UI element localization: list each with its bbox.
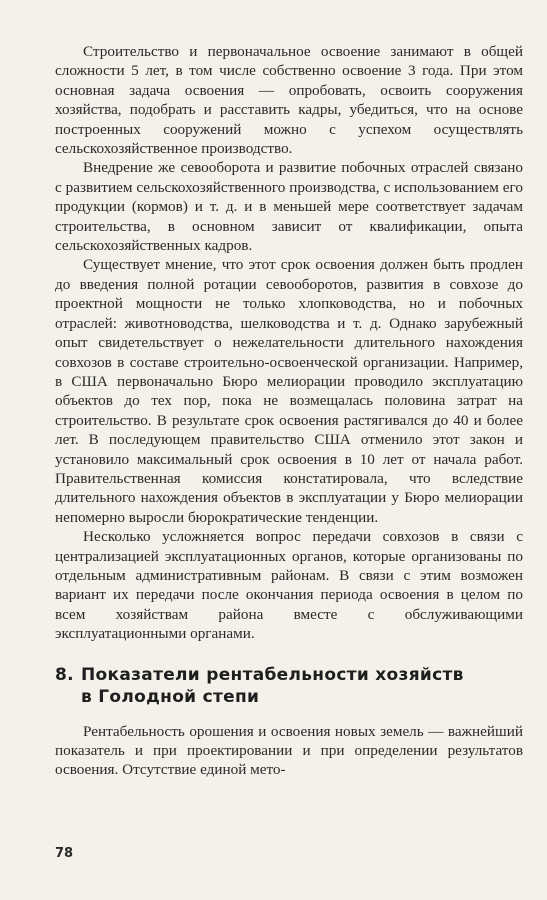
paragraph-2: Внедрение же севооборота и развитие побочных отраслей связано с развитием сельскохозяйственного производства, с использованием его продукции (кормов) и т. д. и в меньшей мере соответствует задачам строительства, в основном зависит от квалификации, опыта сельскохозяйственных кадров.: [55, 159, 523, 255]
section-title-line-1: Показатели рентабельности хозяйств: [81, 664, 464, 685]
paragraph-3: Существует мнение, что этот срок освоения должен быть продлен до введения полной ротации севооборотов, развития в совхозе до проектной мощности не только хлопководства, но и побочных отраслей: животноводства, шелководства и т. д. Однако зарубежный опыт свидетельствует о нежелательности длительного нахождения совхозов в составе строительно-освоенческой организации. Например, в США первоначально Бюро мелиорации проводило эксплуатацию объектов до тех пор, пока не возмещалась половина затрат на строительство. В результате срок освоения растягивался до 40 и более лет. В последующем правительство США отменило этот закон и установило максимальный срок освоения в 10 лет от начала работ. Правительственная комиссия констатировала, что вследствие длительного нахождения объектов в эксплуатации у Бюро мелиорации непомерно выросли бюрократические тенденции.: [55, 256, 523, 526]
paragraph-5: Рентабельность орошения и освоения новых земель — важнейший показатель и при проектировании и при определении результатов освоения. Отсутствие единой мето-: [55, 722, 523, 779]
page-body: [55, 42, 523, 780]
section-heading: [55, 664, 523, 708]
section-number: 8.: [55, 664, 74, 685]
paragraph-4: Несколько усложняется вопрос передачи совхозов в связи с централизацией эксплуатационных органов, которые организованы по отдельным административным районам. В связи с этим возможен вариант их передачи после окончания периода освоения в целом по всем хозяйствам района вместе с обслуживающими эксплуатационными органами.: [55, 528, 523, 643]
section-title-line-2: в Голодной степи: [81, 686, 260, 707]
page-number: 78: [55, 846, 74, 861]
paragraph-1: Строительство и первоначальное освоение занимают в общей сложности 5 лет, в том числе собственно освоение 3 года. При этом основная задача освоения — опробовать, освоить сооружения хозяйства, подобрать и расставить кадры, убедиться, что на основе построенных сооружений можно с успехом осуществлять сельскохозяйственное производство.: [55, 43, 523, 158]
